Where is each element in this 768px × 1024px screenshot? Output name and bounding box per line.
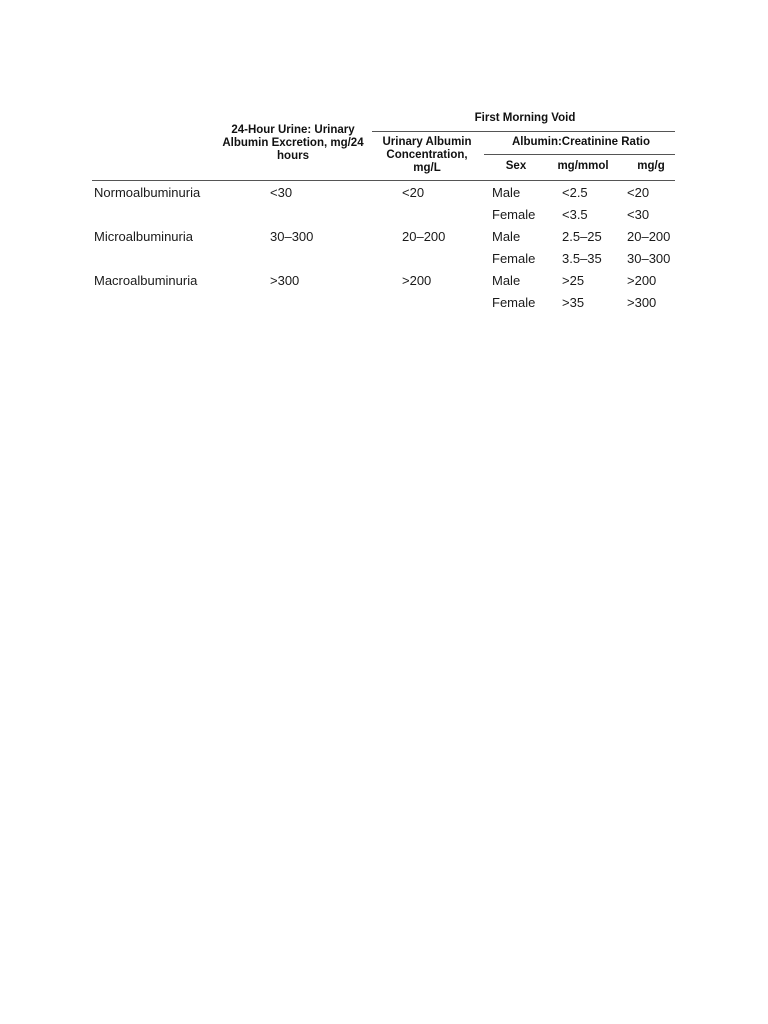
mg-g-value: >200 — [627, 273, 657, 288]
rule-first-morning-void — [372, 131, 675, 132]
mg-g-value: <20 — [627, 185, 650, 200]
header-urinary-albumin-concentration: Urinary Albumin Concentration, mg/L — [382, 136, 472, 174]
mg-mmol-value: <2.5 — [562, 185, 588, 200]
rule-albumin-creatinine-ratio — [484, 154, 675, 155]
urine24-value: <30 — [270, 185, 293, 200]
sex-value: Female — [492, 207, 536, 222]
header-mg-g: mg/g — [637, 160, 665, 172]
mg-mmol-value: >25 — [562, 273, 585, 288]
row-category: Microalbuminuria — [94, 229, 193, 244]
mg-mmol-value: 2.5–25 — [562, 229, 602, 244]
sex-value: Male — [492, 185, 521, 200]
sex-value: Male — [492, 273, 521, 288]
sex-value: Male — [492, 229, 521, 244]
header-24-hour-urine: 24-Hour Urine: Urinary Albumin Excretion, mg/24 hours — [222, 124, 364, 162]
row-category: Normoalbuminuria — [94, 185, 201, 200]
header-mg-mmol: mg/mmol — [557, 160, 609, 172]
mg-g-value: >300 — [627, 295, 657, 310]
sex-value: Female — [492, 295, 536, 310]
sex-value: Female — [492, 251, 536, 266]
mg-mmol-value: <3.5 — [562, 207, 588, 222]
header-albumin-creatinine-ratio: Albumin:Creatinine Ratio — [511, 136, 650, 148]
urine24-value: 30–300 — [270, 229, 314, 244]
urine24-value: >300 — [270, 273, 300, 288]
row-category: Macroalbuminuria — [94, 273, 198, 288]
mg-g-value: <30 — [627, 207, 650, 222]
header-first-morning-void: First Morning Void — [474, 112, 576, 124]
concentration-value: <20 — [402, 185, 425, 200]
mg-g-value: 20–200 — [627, 229, 671, 244]
concentration-value: 20–200 — [402, 229, 446, 244]
mg-mmol-value: 3.5–35 — [562, 251, 602, 266]
mg-mmol-value: >35 — [562, 295, 585, 310]
mg-g-value: 30–300 — [627, 251, 671, 266]
header-bottom-rule — [92, 180, 675, 181]
concentration-value: >200 — [402, 273, 432, 288]
header-sex: Sex — [505, 160, 527, 172]
